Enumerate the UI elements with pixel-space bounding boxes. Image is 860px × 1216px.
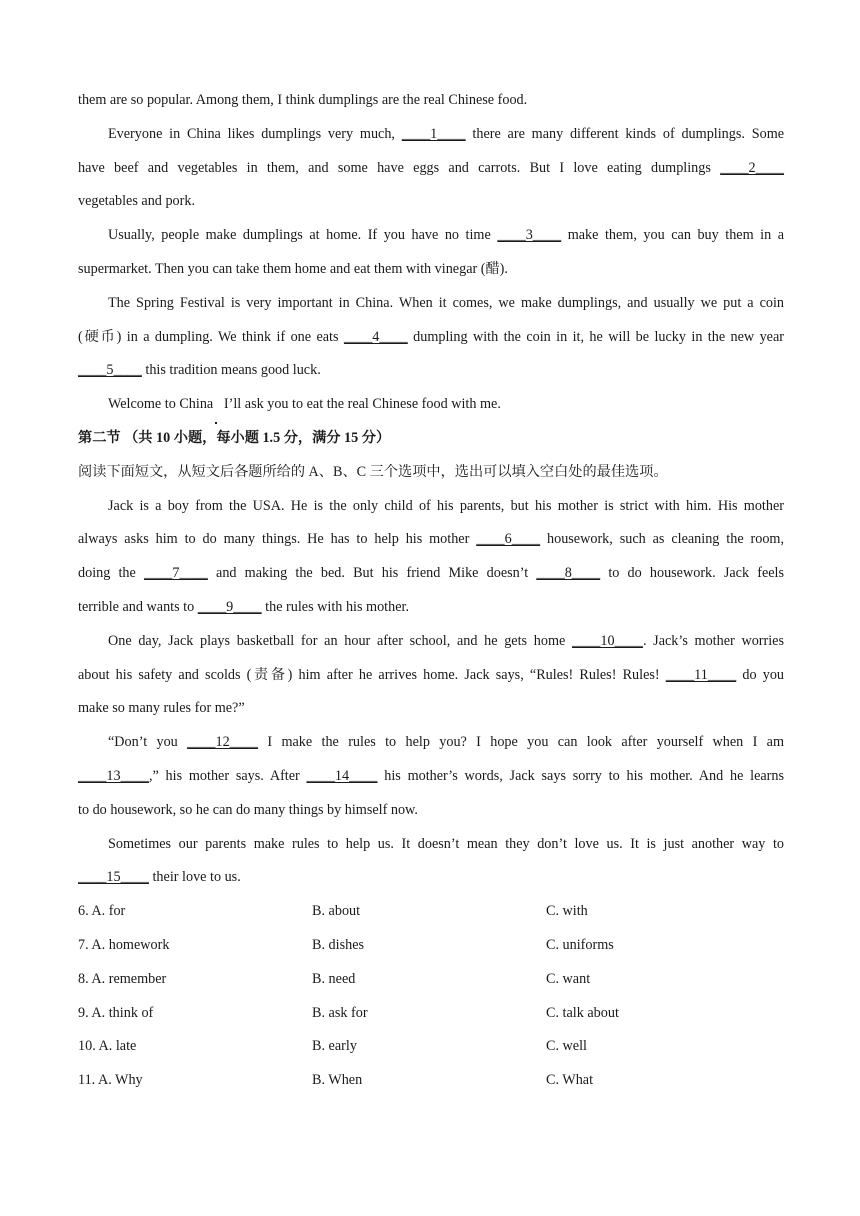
text: Welcome to China (108, 396, 214, 413)
option-a: 10. A. late (78, 1038, 137, 1055)
blank-2: ____2____ (720, 159, 785, 176)
text: and making the bed. But his friend Mike doesn’t (216, 565, 529, 582)
text: The Spring Festival is very important in China. When it comes, we make dumplings, and usually we put a coin (108, 294, 784, 311)
blank-7: ____7____ (144, 565, 208, 582)
option-b: B. need (312, 970, 356, 987)
option-c: C. with (546, 903, 588, 920)
text: (硬币) in a dumpling. We think if one eats (78, 328, 339, 345)
option-c: C. well (546, 1038, 587, 1055)
text: his mother’s words, Jack says sorry to his mother. And he learns (384, 767, 785, 784)
blank-8: ____8____ (536, 565, 601, 582)
text: Usually, people make dumplings at home. If you have no time (108, 227, 491, 244)
blank-3: ____3____ (497, 227, 562, 244)
option-row (78, 997, 784, 1031)
option-row (78, 895, 784, 929)
paragraph-line (78, 321, 784, 355)
paragraph-line (78, 388, 784, 422)
option-row (78, 1030, 784, 1064)
blank-9: ____9____ (197, 598, 262, 615)
text: make so many rules for me?” (78, 700, 245, 717)
paragraph-line (78, 692, 784, 726)
blank-5: ____5____ (78, 362, 142, 379)
text: do you (742, 666, 784, 683)
option-a: 8. A. remember (78, 970, 167, 987)
paragraph-line (78, 287, 784, 321)
text: to do housework, so he can do many things by himself now. (78, 801, 418, 818)
text: there are many different kinds of dumplings. Some (472, 125, 785, 142)
document-page (78, 84, 784, 1098)
text: make them, you can buy them in a (567, 227, 785, 244)
paragraph-line (78, 625, 784, 659)
paragraph-line (78, 84, 784, 118)
paragraph-line (78, 794, 784, 828)
section-heading (78, 422, 784, 456)
text: vegetables and pork. (78, 193, 196, 210)
option-b: B. ask for (312, 1004, 368, 1021)
option-b: B. early (312, 1038, 357, 1055)
text: ,” his mother says. After (148, 767, 300, 784)
option-a: 11. A. Why (78, 1072, 143, 1089)
text: terrible and wants to (78, 598, 195, 615)
text: . Jack’s mother worries (642, 632, 784, 649)
option-a: 6. A. for (78, 903, 126, 920)
text: this tradition means good luck. (145, 362, 321, 379)
blank-6: ____6____ (476, 531, 541, 548)
option-b: B. dishes (312, 936, 365, 953)
blank-4: ____4____ (343, 328, 408, 345)
option-b: B. When (312, 1072, 363, 1089)
text: have beef and vegetables in them, and some have eggs and carrots. But I love eating dumplings (78, 159, 711, 176)
text: about his safety and scolds (责备) him after he arrives home. Jack says, “Rules! Rules! Rules! (78, 666, 660, 683)
paragraph-line (78, 118, 784, 152)
option-a: 7. A. homework (78, 936, 170, 953)
instruction-text: 阅读下面短文，从短文后各题所给的 A、B、C 三个选项中，选出可以填入空白处的最佳选项。 (78, 463, 668, 480)
text: Jack is a boy from the USA. He is the only child of his parents, but his mother is strict with him. His mother (108, 497, 784, 514)
option-row (78, 1064, 784, 1098)
option-row (78, 929, 784, 963)
paragraph-line (78, 185, 784, 219)
text: dumpling with the coin in it, he will be lucky in the new year (413, 328, 784, 345)
text: doing the (78, 565, 136, 582)
paragraph-line (78, 659, 784, 693)
paragraph-line (78, 760, 784, 794)
blank-12: ____12____ (187, 734, 259, 751)
option-c: C. What (546, 1072, 594, 1089)
heading-text: 第二节 （共 10 小题，每小题 1.5 分，满分 15 分） (78, 429, 391, 446)
paragraph-line (78, 523, 784, 557)
option-row (78, 963, 784, 997)
text: “Don’t you (108, 734, 178, 751)
paragraph-line (78, 726, 784, 760)
paragraph-line (78, 828, 784, 862)
text: always asks him to do many things. He has to help his mother (78, 531, 470, 548)
text: One day, Jack plays basketball for an hour after school, and he gets home (108, 632, 566, 649)
blank-13: ____13____ (78, 767, 149, 784)
text: housework, such as cleaning the room, (547, 531, 785, 548)
blank-14: ____14____ (306, 767, 378, 784)
blank-15: ____15____ (78, 869, 149, 886)
option-a: 9. A. think of (78, 1004, 154, 1021)
paragraph-line (78, 861, 784, 895)
text: the rules with his mother. (265, 598, 409, 615)
option-c: C. talk about (546, 1004, 619, 1021)
paragraph-line (78, 557, 784, 591)
paragraph-line (78, 591, 784, 625)
option-c: C. want (546, 970, 591, 987)
paragraph-line (78, 354, 784, 388)
blank-1: ____1____ (401, 125, 466, 142)
blank-11: ____11____ (665, 666, 737, 683)
text: Sometimes our parents make rules to help us. It doesn’t mean they don’t love us. It is just another way to (108, 835, 784, 852)
text: Everyone in China likes dumplings very much, (108, 125, 395, 142)
instruction (78, 456, 784, 490)
option-c: C. uniforms (546, 936, 614, 953)
blank-10: ____10____ (572, 632, 643, 649)
text: to do housework. Jack feels (608, 565, 785, 582)
paragraph-line (78, 490, 784, 524)
paragraph-line (78, 253, 784, 287)
text: I make the rules to help you? I hope you can look after yourself when I am (267, 734, 784, 751)
text: I’ll ask you to eat the real Chinese food with me. (223, 396, 501, 413)
paragraph-line (78, 152, 784, 186)
text: them are so popular. Among them, I think dumplings are the real Chinese food. (78, 92, 528, 108)
text: supermarket. Then you can take them home and eat them with vinegar (醋). (78, 260, 508, 277)
text: their love to us. (152, 869, 241, 886)
paragraph-line (78, 219, 784, 253)
option-b: B. about (312, 903, 361, 920)
